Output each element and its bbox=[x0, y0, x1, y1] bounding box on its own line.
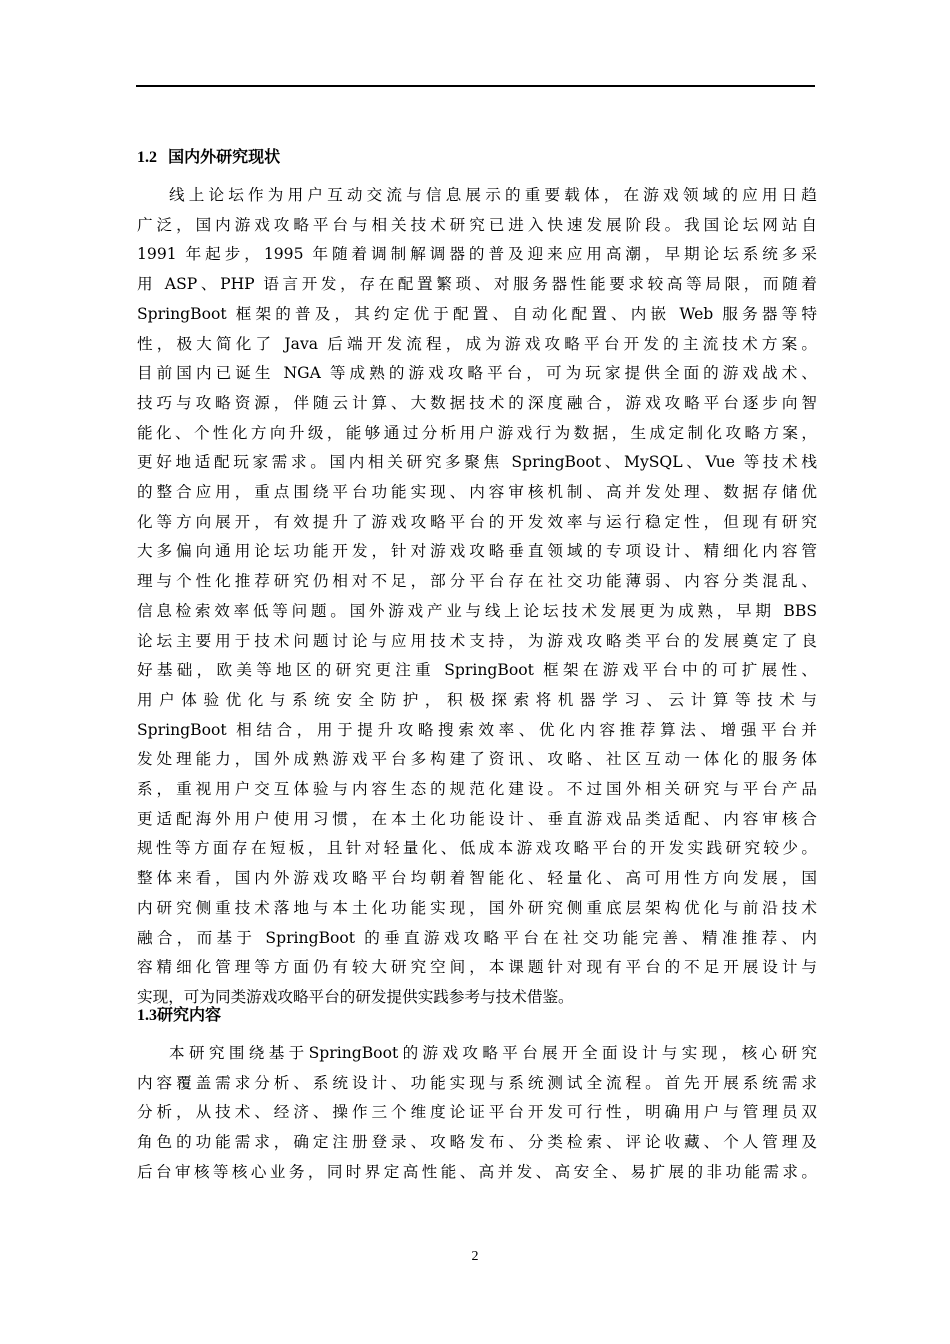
text-line: 更适配海外用户使用习惯，在本土化功能设计、垂直游戏品类适配、内容审核合 bbox=[137, 809, 817, 828]
text-line: 规性等方面存在短板，且针对轻量化、低成本游戏攻略平台的开发实践研究较少。 bbox=[137, 839, 817, 858]
text-line: 整体来看，国内外游戏攻略平台均朝着智能化、轻量化、高可用性方向发展，国 bbox=[137, 869, 817, 888]
text-line: 化等方向展开，有效提升了游戏攻略平台的开发效率与运行稳定性，但现有研究 bbox=[137, 512, 817, 531]
section-number: 1.3 bbox=[137, 1007, 157, 1024]
text-line: 内容覆盖需求分析、系统设计、功能实现与系统测试全流程。首先开展系统需求 bbox=[137, 1073, 817, 1092]
section-number: 1.2 bbox=[137, 149, 157, 166]
text-line: SpringBoot 相结合，用于提升攻略搜索效率、优化内容推荐算法、增强平台并 bbox=[137, 720, 817, 739]
text-line: 目前国内已诞生 NGA 等成熟的游戏攻略平台，可为玩家提供全面的游戏战术、 bbox=[137, 364, 817, 383]
text-line: 大多偏向通用论坛功能开发，针对游戏攻略垂直领域的专项设计、精细化内容管 bbox=[137, 542, 817, 561]
section-title: 研究内容 bbox=[157, 1005, 222, 1024]
text-line: 用 ASP、PHP 语言开发，存在配置繁琐、对服务器性能要求较高等局限，而随着 bbox=[137, 275, 817, 294]
text-line: 理与个性化推荐研究仍相对不足，部分平台存在社交功能薄弱、内容分类混乱、 bbox=[137, 572, 817, 591]
text-line: 1991 年起步，1995 年随着调制解调器的普及迎来应用高潮，早期论坛系统多采 bbox=[137, 245, 817, 264]
text-line: 线上论坛作为用户互动交流与信息展示的重要载体，在游戏领域的应用日趋 bbox=[169, 186, 817, 204]
text-line: 发处理能力，国外成熟游戏平台多构建了资讯、攻略、社区互动一体化的服务体 bbox=[137, 750, 817, 769]
text-line: 用户体验优化与系统安全防护，积极探索将机器学习、云计算等技术与 bbox=[137, 690, 817, 709]
text-line: 内研究侧重技术落地与本土化功能实现，国外研究侧重底层架构优化与前沿技术 bbox=[137, 898, 817, 917]
text-line: 实现，可为同类游戏攻略平台的研发提供实践参考与技术借鉴。 bbox=[137, 987, 574, 1006]
section-title: 国内外研究现状 bbox=[168, 147, 281, 166]
text-line: SpringBoot 框架的普及，其约定优于配置、自动化配置、内嵌 Web 服务器等特 bbox=[137, 304, 817, 323]
section-heading-1-3 bbox=[137, 1003, 221, 1028]
text-line: 的整合应用，重点围绕平台功能实现、内容审核机制、高并发处理、数据存储优 bbox=[137, 483, 817, 501]
text-line: 融合，而基于 SpringBoot 的垂直游戏攻略平台在社交功能完善、精准推荐、内 bbox=[137, 928, 817, 947]
text-line: 角色的功能需求，确定注册登录、攻略发布、分类检索、评论收藏、个人管理及 bbox=[137, 1133, 817, 1152]
text-line: 好基础，欧美等地区的研究更注重 SpringBoot 框架在游戏平台中的可扩展性、 bbox=[137, 661, 817, 680]
text-line: 性，极大简化了 Java 后端开发流程，成为游戏攻略平台开发的主流技术方案。 bbox=[137, 334, 817, 353]
text-line: 更好地适配玩家需求。国内相关研究多聚焦 SpringBoot、MySQL、Vue 等技术栈 bbox=[137, 453, 817, 472]
text-line: 能化、个性化方向升级，能够通过分析用户游戏行为数据，生成定制化攻略方案， bbox=[137, 423, 817, 442]
text-line: 本研究围绕基于SpringBoot的游戏攻略平台展开全面设计与实现，核心研究 bbox=[169, 1044, 817, 1062]
text-line: 系，重视用户交互体验与内容生态的规范化建设。不过国外相关研究与平台产品 bbox=[137, 780, 817, 798]
header-rule bbox=[136, 85, 815, 87]
text-line: 容精细化管理等方面仍有较大研究空间，本课题针对现有平台的不足开展设计与 bbox=[137, 958, 817, 977]
section-heading-1-2 bbox=[137, 145, 280, 170]
page-number: 2 bbox=[471, 1249, 479, 1264]
text-line: 分析，从技术、经济、操作三个维度论证平台开发可行性，明确用户与管理员双 bbox=[137, 1103, 817, 1122]
text-line: 后台审核等核心业务，同时界定高性能、高并发、高安全、易扩展的非功能需求。 bbox=[137, 1162, 817, 1181]
text-line: 技巧与攻略资源，伴随云计算、大数据技术的深度融合，游戏攻略平台逐步向智 bbox=[137, 393, 817, 412]
text-line: 广泛，国内游戏攻略平台与相关技术研究已进入快速发展阶段。我国论坛网站自 bbox=[137, 215, 817, 234]
text-line: 信息检索效率低等问题。国外游戏产业与线上论坛技术发展更为成熟，早期 BBS bbox=[137, 601, 817, 620]
text-line: 论坛主要用于技术问题讨论与应用技术支持，为游戏攻略类平台的发展奠定了良 bbox=[137, 631, 817, 650]
